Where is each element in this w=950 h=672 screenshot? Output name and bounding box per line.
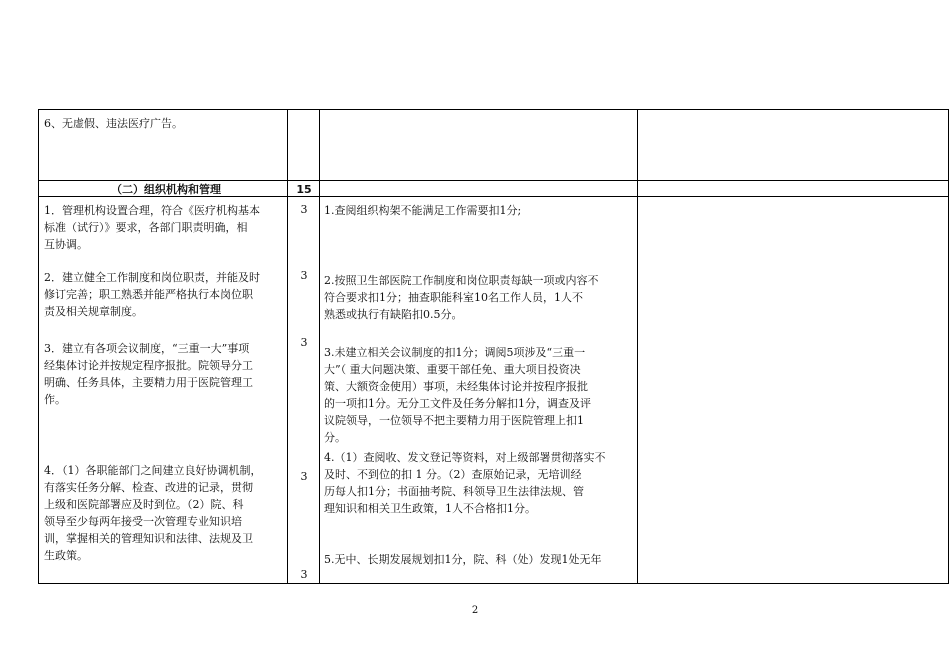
method-item-2: 2.按照卫生部医院工作制度和岗位职责每缺一项或内容不 符合要求扣1分；抽查职能科室10名工作人员，1人不 熟悉或执行有缺陷扣0.5分。 [324, 274, 599, 321]
method-item-3: 3.未建立相关会议制度的扣1分；调阅5项涉及“三重一 大”（ 重大问题决策、重要干部任免、重大项目投资决 策、大额资金使用）事项，未经集体讨论并按程序报批 的一项扣1分。无分工文件及任务分解扣1分，调查及评 议院领导，一位领导不把主要精力用于医院管理上扣1 分。 [324, 346, 591, 444]
standard-item-1: 1．管理机构设置合理，符合《医疗机构基本 标准（试行）》要求，各部门职责明确，相 互协调。 [44, 204, 260, 251]
score-item-5: 3 [300, 568, 308, 581]
standard-item-4: 4．（1）各职能部门之间建立良好协调机制， 有落实任务分解、检查、改进的记录，贯彻 上级和医院部署应及时到位。（2）院、科 领导至少每两年接受一次管理专业知识培 训，掌握相关的管理知识和法律、法规及卫 生政策。 [44, 464, 262, 562]
page-number: 2 [471, 605, 479, 616]
standard-text-6: 6、无虚假、违法医疗广告。 [44, 117, 183, 130]
section-score: 15 [296, 183, 312, 196]
score-item-2: 3 [300, 269, 308, 282]
section-title: （二）组织机构和管理 [111, 183, 221, 196]
standard-item-3: 3．建立有各项会议制度，“三重一大”事项 经集体讨论并按规定程序报批。院领导分工 明确、任务具体，主要精力用于医院管理工 作。 [44, 342, 253, 406]
score-item-4: 3 [300, 470, 308, 483]
method-item-4: 4.（1）查阅收、发文登记等资料，对上级部署贯彻落实不 及时、不到位的扣 1 分。（2）查原始记录，无培训经 历每人扣1分；书面抽考院、科领导卫生法律法规、管 理知识和相关卫生政策，1人不合格扣1分。 [324, 451, 606, 515]
score-item-3: 3 [300, 336, 308, 349]
score-item-1: 3 [300, 203, 308, 216]
assessment-table [38, 109, 949, 584]
method-item-5: 5.无中、长期发展规划扣1分，院、科（处）发现1处无年 [324, 553, 602, 566]
method-item-1: 1.查阅组织构架不能满足工作需要扣1分; [324, 204, 522, 217]
standard-item-2: 2．建立健全工作制度和岗位职责，并能及时 修订完善；职工熟悉并能严格执行本岗位职 责及相关规章制度。 [44, 271, 260, 318]
